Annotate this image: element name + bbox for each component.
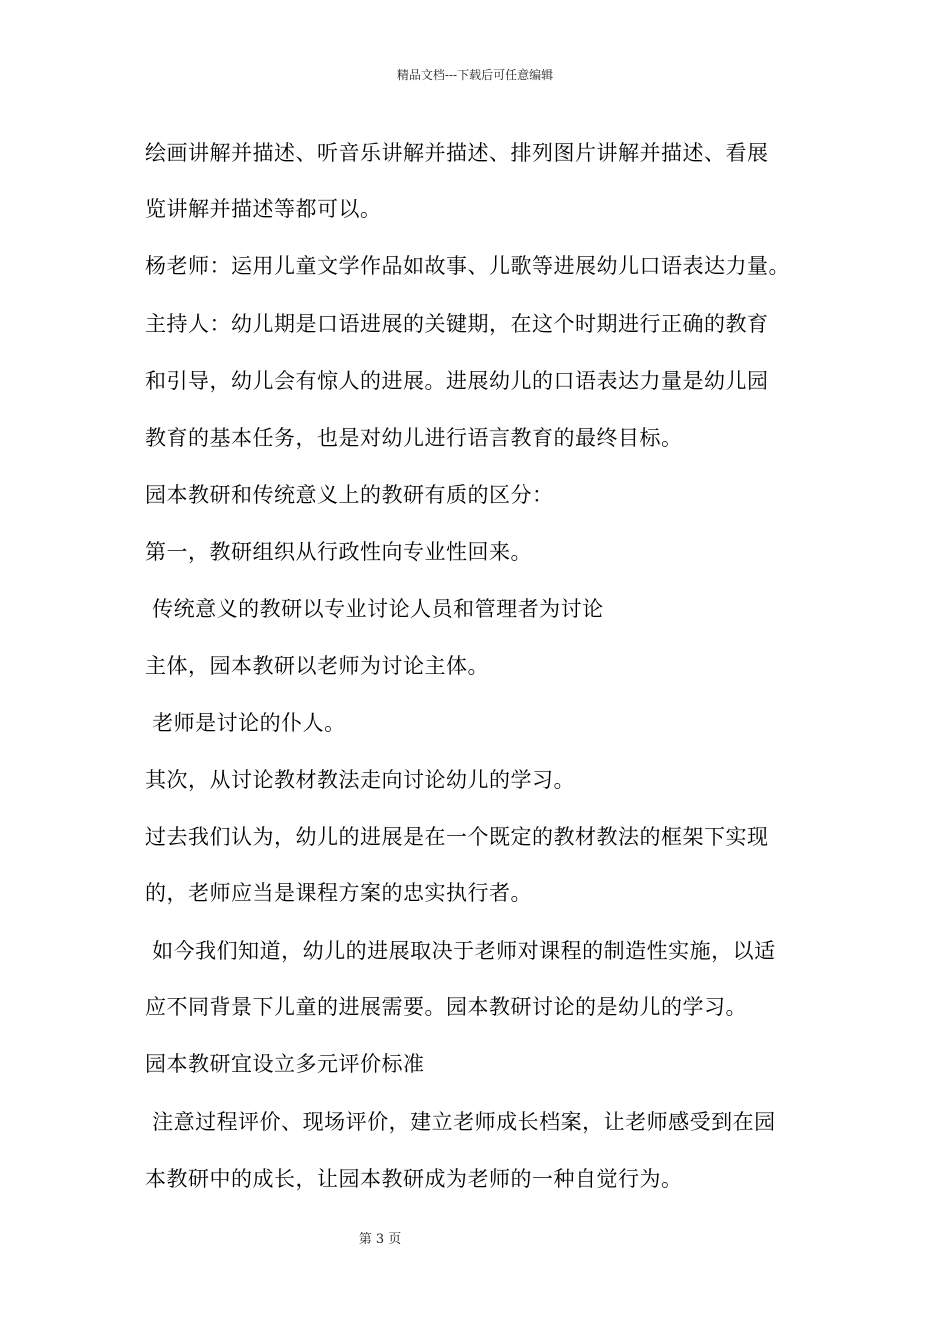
paragraph-line: 览讲解并描述等都可以。 <box>145 197 382 221</box>
paragraph-line: 老师是讨论的仆人。 <box>145 711 346 735</box>
paragraph-line: 和引导，幼儿会有惊人的进展。进展幼儿的口语表达力量是幼儿园 <box>145 369 769 393</box>
paragraph-line: 园本教研宜设立多元评价标准 <box>145 1052 425 1076</box>
paragraph-line: 其次，从讨论教材教法走向讨论幼儿的学习。 <box>145 768 575 792</box>
paragraph-line: 教育的基本任务，也是对幼儿进行语言教育的最终目标。 <box>145 426 683 450</box>
paragraph-line: 如今我们知道，幼儿的进展取决于老师对课程的制造性实施，以适 <box>145 939 776 963</box>
paragraph-line: 传统意义的教研以专业讨论人员和管理者为讨论 <box>145 597 604 621</box>
paragraph-line: 杨老师：运用儿童文学作品如故事、儿歌等进展幼儿口语表达力量。 <box>145 254 790 278</box>
paragraph-line: 注意过程评价、现场评价，建立老师成长档案，让老师感受到在园 <box>145 1110 776 1134</box>
paragraph-line: 主体，园本教研以老师为讨论主体。 <box>145 654 489 678</box>
paragraph-line: 绘画讲解并描述、听音乐讲解并描述、排列图片讲解并描述、看展 <box>145 141 769 165</box>
paragraph-line: 园本教研和传统意义上的教研有质的区分： <box>145 483 554 507</box>
paragraph-line: 主持人：幼儿期是口语进展的关键期，在这个时期进行正确的教育 <box>145 312 769 336</box>
paragraph-line: 应不同背景下儿童的进展需要。园本教研讨论的是幼儿的学习。 <box>145 995 747 1019</box>
paragraph-line: 本教研中的成长，让园本教研成为老师的一种自觉行为。 <box>145 1167 683 1191</box>
page-number: 第 3 页 <box>358 1232 402 1247</box>
paragraph-line: 的，老师应当是课程方案的忠实执行者。 <box>145 881 532 905</box>
paragraph-line: 第一，教研组织从行政性向专业性回来。 <box>145 540 532 564</box>
page-header: 精品文档---下载后可任意编辑 <box>396 68 554 82</box>
paragraph-line: 过去我们认为，幼儿的进展是在一个既定的教材教法的框架下实现 <box>145 825 769 849</box>
